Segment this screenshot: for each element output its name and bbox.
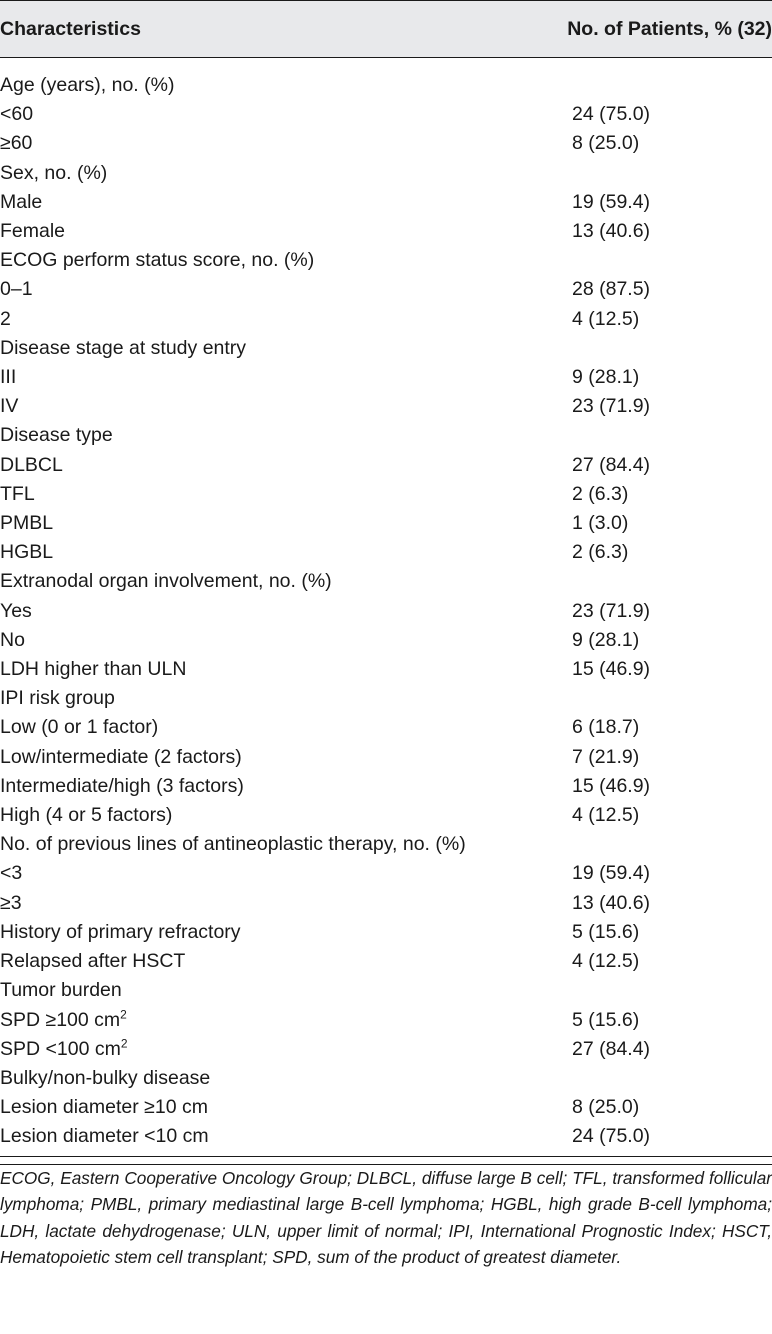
row-label-text: ≥60 <box>0 132 33 155</box>
row-value: 2 (6.3) <box>572 482 629 505</box>
row-value: 9 (28.1) <box>572 366 640 389</box>
table-row <box>0 597 772 626</box>
row-label-text: Yes <box>0 599 32 622</box>
row-value: 13 (40.6) <box>572 220 651 243</box>
row-value <box>540 246 772 275</box>
row-value <box>540 421 772 450</box>
row-label <box>0 772 540 801</box>
table-row <box>0 1006 772 1035</box>
unit-superscript: 2 <box>120 1036 128 1051</box>
table-row <box>0 684 772 713</box>
row-label-text: Extranodal organ involvement, no. (%) <box>0 570 332 593</box>
row-label <box>0 655 540 684</box>
row-label-text: LDH higher than ULN <box>0 658 187 681</box>
row-value: 24 (75.0) <box>572 103 651 126</box>
row-value <box>540 830 772 859</box>
row-value: 5 (15.6) <box>572 1008 640 1031</box>
row-label <box>0 100 540 129</box>
table-row <box>0 976 772 1005</box>
row-label <box>0 830 540 859</box>
row-label <box>0 451 540 480</box>
row-label-text: No. of previous lines of antineoplastic therapy, no. (%) <box>0 833 466 856</box>
header-patients: No. of Patients, % (32) <box>540 1 772 58</box>
row-value: 24 (75.0) <box>540 1122 772 1156</box>
row-value: 8 (25.0) <box>572 1096 640 1119</box>
row-label-text: 2 <box>0 307 11 330</box>
table-row <box>0 1122 772 1156</box>
row-value <box>540 1064 772 1093</box>
row-label-text: History of primary refractory <box>0 920 241 943</box>
row-label <box>0 246 540 275</box>
row-value: 7 (21.9) <box>572 745 640 768</box>
table-row <box>0 801 772 830</box>
row-label <box>0 567 540 596</box>
row-label <box>0 363 540 392</box>
row-label <box>0 217 540 246</box>
row-label <box>0 334 540 363</box>
row-value <box>540 159 772 188</box>
table-row <box>0 567 772 596</box>
row-label-text: <3 <box>0 862 23 885</box>
row-label <box>0 305 540 334</box>
row-label-text: SPD <100 cm <box>0 1037 121 1060</box>
row-label-text: Low/intermediate (2 factors) <box>0 745 242 768</box>
table-row <box>0 1064 772 1093</box>
row-value: 28 (87.5) <box>572 278 651 301</box>
table-row <box>0 772 772 801</box>
row-label <box>0 159 540 188</box>
row-value: 5 (15.6) <box>572 920 640 943</box>
row-label-text: PMBL <box>0 512 54 535</box>
row-label-text: Lesion diameter ≥10 cm <box>0 1096 208 1119</box>
row-label-text: Intermediate/high (3 factors) <box>0 774 244 797</box>
row-label <box>0 480 540 509</box>
row-value <box>540 976 772 1005</box>
row-value: 19 (59.4) <box>572 190 651 213</box>
row-label <box>0 976 540 1005</box>
table-body <box>0 58 772 1157</box>
table-row <box>0 129 772 158</box>
table-row <box>0 509 772 538</box>
table-row <box>0 217 772 246</box>
row-label-text: 0–1 <box>0 278 33 301</box>
table-row <box>0 538 772 567</box>
row-label <box>0 129 540 158</box>
row-label-text: Sex, no. (%) <box>0 161 108 184</box>
row-value: 4 (12.5) <box>572 307 640 330</box>
row-label-text: High (4 or 5 factors) <box>0 804 173 827</box>
table-row <box>0 100 772 129</box>
table-row <box>0 363 772 392</box>
row-label <box>0 918 540 947</box>
row-value: 4 (12.5) <box>572 804 640 827</box>
row-label-text: Disease stage at study entry <box>0 336 247 359</box>
table-row <box>0 58 772 101</box>
row-label-text: SPD ≥100 cm <box>0 1008 121 1031</box>
row-label-text: IV <box>0 395 19 418</box>
table-row <box>0 947 772 976</box>
row-label-text: Bulky/non-bulky disease <box>0 1066 211 1089</box>
table-row <box>0 918 772 947</box>
row-label-text: IPI risk group <box>0 687 115 710</box>
row-label <box>0 1093 540 1122</box>
row-label-text: HGBL <box>0 541 54 564</box>
table-row <box>0 655 772 684</box>
row-label-text: III <box>0 366 17 389</box>
row-label <box>0 509 540 538</box>
row-label <box>0 1035 540 1064</box>
table-row <box>0 275 772 304</box>
row-label <box>0 58 540 101</box>
table-row <box>0 1093 772 1122</box>
row-label <box>0 889 540 918</box>
row-label-text: TFL <box>0 482 35 505</box>
row-value: 13 (40.6) <box>572 891 651 914</box>
row-label <box>0 275 540 304</box>
row-label-text: Lesion diameter <10 cm <box>0 1125 209 1148</box>
table-row <box>0 305 772 334</box>
row-label <box>0 1122 540 1156</box>
row-value: 8 (25.0) <box>572 132 640 155</box>
row-value: 15 (46.9) <box>572 658 651 681</box>
table-row <box>0 889 772 918</box>
table-row <box>0 246 772 275</box>
row-label <box>0 684 540 713</box>
table-row <box>0 830 772 859</box>
row-label-text: Low (0 or 1 factor) <box>0 716 159 739</box>
unit-superscript: 2 <box>120 1007 127 1021</box>
row-label <box>0 538 540 567</box>
row-label <box>0 713 540 742</box>
row-value <box>540 684 772 713</box>
row-label <box>0 421 540 450</box>
row-label-text: Relapsed after HSCT <box>0 950 186 973</box>
table-row <box>0 159 772 188</box>
row-value: 23 (71.9) <box>572 395 651 418</box>
row-value: 4 (12.5) <box>572 950 640 973</box>
table-row <box>0 626 772 655</box>
row-label-text: <60 <box>0 103 34 126</box>
table-row <box>0 480 772 509</box>
row-value: 27 (84.4) <box>572 453 651 476</box>
row-label-text: Female <box>0 220 66 243</box>
table-footnote: ECOG, Eastern Cooperative Oncology Group; DLBCL, diffuse large B cell; TFL, transformed follicular lymphoma; PMBL, primary mediastinal large B-cell lymphoma; HGBL, high grade B-cell lymphoma; LDH, lactate dehydrogenase; ULN, upper limit of normal; IPI, International Prognostic Index; HSCT, Hematopoietic stem cell transplant; SPD, sum of the product of greatest diameter. <box>0 1164 772 1271</box>
row-label-text: Age (years), no. (%) <box>0 74 175 96</box>
row-value: 23 (71.9) <box>572 599 651 622</box>
row-value: 27 (84.4) <box>572 1037 651 1060</box>
row-label <box>0 626 540 655</box>
header-characteristics: Characteristics <box>0 1 540 58</box>
row-label-text: Male <box>0 190 43 213</box>
table-row <box>0 334 772 363</box>
row-label <box>0 743 540 772</box>
row-value <box>540 58 772 101</box>
row-value: 6 (18.7) <box>572 716 640 739</box>
row-label-text: No <box>0 628 25 651</box>
table-row <box>0 1035 772 1064</box>
row-label <box>0 188 540 217</box>
row-label-text: Disease type <box>0 424 113 447</box>
row-label <box>0 1064 540 1093</box>
row-value: 15 (46.9) <box>572 774 651 797</box>
row-value: 1 (3.0) <box>572 512 629 535</box>
row-value: 2 (6.3) <box>572 541 629 564</box>
row-label-text: Tumor burden <box>0 979 122 1002</box>
row-label <box>0 801 540 830</box>
row-value: 19 (59.4) <box>572 862 651 885</box>
table-row <box>0 392 772 421</box>
row-value: 9 (28.1) <box>572 628 640 651</box>
row-value <box>540 334 772 363</box>
row-label <box>0 597 540 626</box>
row-value <box>540 567 772 596</box>
row-label-text: ≥3 <box>0 891 22 914</box>
table-row <box>0 859 772 888</box>
table-row <box>0 421 772 450</box>
table-row <box>0 451 772 480</box>
row-label <box>0 1006 540 1035</box>
table-row <box>0 188 772 217</box>
row-label-text: ECOG perform status score, no. (%) <box>0 249 315 272</box>
table-row <box>0 743 772 772</box>
row-label-text: DLBCL <box>0 453 63 476</box>
table-row <box>0 713 772 742</box>
row-label <box>0 859 540 888</box>
row-label <box>0 947 540 976</box>
row-label <box>0 392 540 421</box>
table-header-row <box>0 1 772 58</box>
